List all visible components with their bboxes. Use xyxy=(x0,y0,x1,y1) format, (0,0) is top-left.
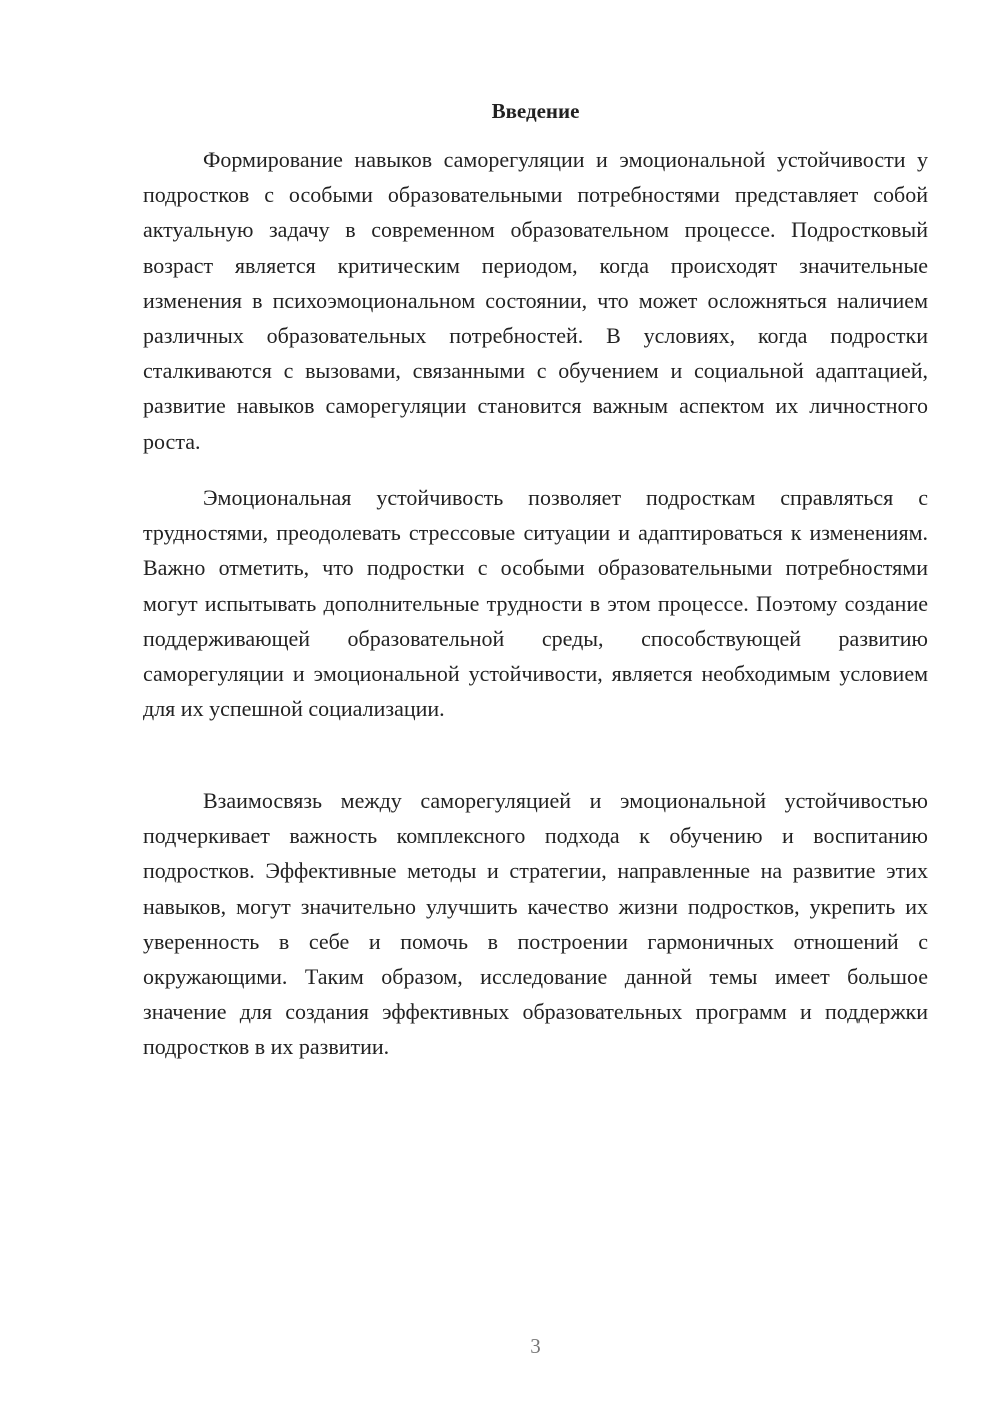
page-number: 3 xyxy=(530,1334,541,1358)
paragraph-2: Эмоциональная устойчивость позволяет подросткам справляться с трудностями, преодолевать стрессовые ситуации и адаптироваться к изменениям. Важно отметить, что подростки с особыми образовательными потребностями могут испытывать дополнительные трудности в этом процессе. Поэтому создание поддерживающей образовательной среды, способствующей развитию саморегуляции и эмоциональной устойчивости, является необходимым условием для их успешной социализации. xyxy=(143,485,928,722)
document-page xyxy=(143,0,928,1414)
paragraph-1: Формирование навыков саморегуляции и эмоциональной устойчивости у подростков с особыми образовательными потребностями представляет собой актуальную задачу в современном образовательном процессе. Подростковый возраст является критическим периодом, когда происходят значительные изменения в психоэмоциональном состоянии, что может осложняться наличием различных образовательных потребностей. В условиях, когда подростки сталкиваются с вызовами, связанными с обучением и социальной адаптацией, развитие навыков саморегуляции становится важным аспектом их личностного роста. xyxy=(143,147,928,454)
paragraph-3: Взаимосвязь между саморегуляцией и эмоциональной устойчивостью подчеркивает важность комплексного подхода к обучению и воспитанию подростков. Эффективные методы и стратегии, направленные на развитие этих навыков, могут значительно улучшить качество жизни подростков, укрепить их уверенность в себе и помочь в построении гармоничных отношений с окружающими. Таким образом, исследование данной темы имеет большое значение для создания эффективных образовательных программ и поддержки подростков в их развитии. xyxy=(143,788,928,1060)
section-title: Введение xyxy=(491,99,580,123)
